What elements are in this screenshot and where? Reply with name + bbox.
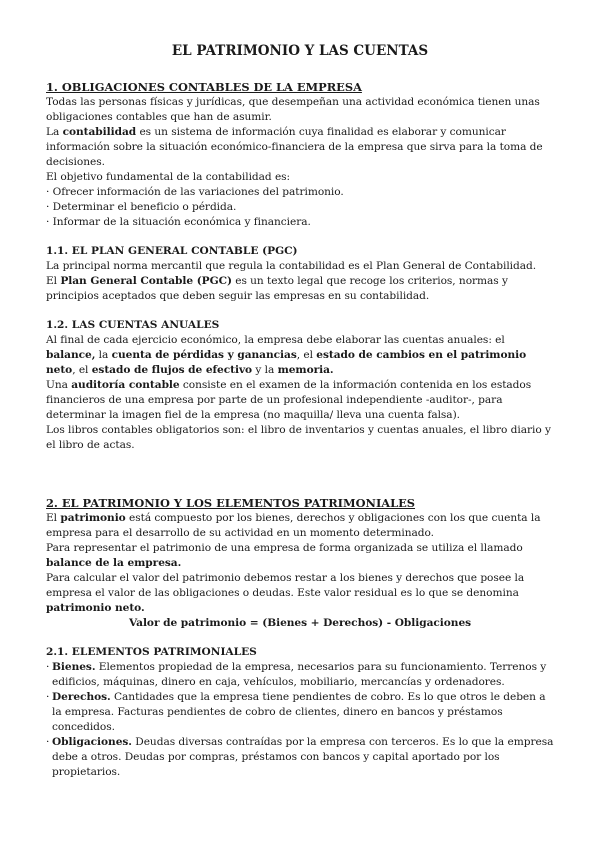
text-run: consiste en el examen de la información contenida en los estados financieros de una empresa por parte de un profesional independiente -auditor-, para determinar la imagen fiel de la empresa (no maquilla/ lleva una cuenta falsa). bbox=[46, 379, 532, 421]
bold-term-patrimonio: patrimonio bbox=[60, 512, 126, 524]
bold-term-patrimonio-neto: patrimonio neto. bbox=[46, 602, 145, 614]
objective-item: · Informar de la situación económica y financiera. bbox=[46, 216, 311, 228]
section-2-paragraph-3 bbox=[46, 571, 554, 616]
text-run: la bbox=[95, 349, 112, 361]
section-1-1-heading: 1.1. EL PLAN GENERAL CONTABLE (PGC) bbox=[46, 245, 298, 257]
text-run: y la bbox=[252, 364, 278, 376]
objective-item: · Ofrecer información de las variaciones del patrimonio. bbox=[46, 186, 344, 198]
text-run: Cantidades que la empresa tiene pendientes de cobro. Es lo que otros le deben a la empresa. Facturas pendientes de cobro de clientes, dinero en bancos y préstamos concedidos. bbox=[52, 691, 546, 733]
bold-term-contabilidad: contabilidad bbox=[62, 126, 137, 138]
section-2-heading: 2. EL PATRIMONIO Y LOS ELEMENTOS PATRIMONIALES bbox=[46, 496, 416, 510]
text-run: La bbox=[46, 126, 63, 138]
bold-term-pyg: cuenta de pérdidas y ganancias bbox=[111, 349, 297, 361]
bold-term-efe: estado de flujos de efectivo bbox=[91, 364, 253, 376]
text-run: Deudas diversas contraídas por la empresa con terceros. Es lo que la empresa debe a otros. Deudas por compras, préstamos con bancos y capital aportado por los propietarios. bbox=[52, 736, 554, 778]
document-title: EL PATRIMONIO Y LAS CUENTAS bbox=[171, 43, 429, 59]
objective-item: · Determinar el beneficio o pérdida. bbox=[46, 201, 237, 213]
text-run: Una bbox=[46, 379, 72, 391]
bullet-mark: · bbox=[46, 736, 50, 748]
text-run: es un sistema de información cuya finalidad es elaborar y comunicar información sobre la situación económico-financiera de la empresa que sirva para la toma de decisiones. bbox=[46, 126, 543, 168]
bold-term-balance-empresa: balance de la empresa. bbox=[46, 557, 182, 569]
section-1-2-paragraph-2 bbox=[46, 378, 554, 423]
section-1-heading: 1. OBLIGACIONES CONTABLES DE LA EMPRESA bbox=[46, 80, 362, 94]
section-2-paragraph-2 bbox=[46, 541, 554, 571]
section-2-1-heading: 2.1. ELEMENTOS PATRIMONIALES bbox=[46, 646, 257, 658]
section-1-paragraph-3: El objetivo fundamental de la contabilidad es: bbox=[46, 171, 291, 183]
list-item-text bbox=[52, 660, 554, 690]
section-1-1-paragraph-1: La principal norma mercantil que regula la contabilidad es el Plan General de Contabilidad. bbox=[46, 260, 537, 272]
section-1-1-paragraph-2 bbox=[46, 274, 554, 304]
bold-term-derechos: Derechos. bbox=[52, 691, 111, 703]
bold-term-balance: balance, bbox=[46, 349, 96, 361]
text-run: es un texto legal que recoge los criterios, normas y principios aceptados que deben seguir las empresas en su contabilidad. bbox=[46, 275, 508, 302]
list-item-text bbox=[52, 690, 554, 735]
section-2-paragraph-1 bbox=[46, 511, 554, 541]
text-run: Para representar el patrimonio de una empresa de forma organizada se utiliza el llamado bbox=[46, 542, 523, 554]
bold-term-pgc: Plan General Contable (PGC) bbox=[60, 275, 232, 287]
bold-term-ecpn: estado de cambios en el patrimonio neto bbox=[46, 349, 527, 376]
list-item-derechos bbox=[46, 690, 554, 735]
text-run: El bbox=[46, 512, 61, 524]
section-1-2-paragraph-3: Los libros contables obligatorios son: el libro de inventarios y cuentas anuales, el libro diario y el libro de actas. bbox=[46, 424, 551, 451]
section-1-2-paragraph-1 bbox=[46, 333, 554, 378]
bold-term-auditoria: auditoría contable bbox=[71, 379, 180, 391]
list-item-bienes bbox=[46, 660, 554, 690]
section-1-2-heading: 1.2. LAS CUENTAS ANUALES bbox=[46, 319, 220, 331]
text-run: Para calcular el valor del patrimonio debemos restar a los bienes y derechos que posee la empresa el valor de las obligaciones o deudas. Este valor residual es lo que se denomina bbox=[46, 572, 525, 599]
section-1-paragraph-2 bbox=[46, 125, 554, 170]
text-run: , el bbox=[72, 364, 92, 376]
bold-term-memoria: memoria. bbox=[277, 364, 334, 376]
list-item-text bbox=[52, 735, 554, 780]
text-run: está compuesto por los bienes, derechos y obligaciones con los que cuenta la empresa para el desarrollo de su actividad en un momento determinado. bbox=[46, 512, 541, 539]
patrimony-formula: Valor de patrimonio = (Bienes + Derechos) - Obligaciones bbox=[128, 617, 472, 629]
bold-term-bienes: Bienes. bbox=[52, 661, 96, 673]
text-run: El bbox=[46, 275, 61, 287]
bold-term-obligaciones: Obligaciones. bbox=[52, 736, 132, 748]
list-item-obligaciones bbox=[46, 735, 554, 780]
text-run: Al final de cada ejercicio económico, la empresa debe elaborar las cuentas anuales: el bbox=[46, 334, 505, 346]
text-run: Elementos propiedad de la empresa, necesarios para su funcionamiento. Terrenos y edificios, máquinas, dinero en caja, vehículos, mobiliario, mercancías y ordenadores. bbox=[52, 661, 547, 688]
bullet-mark: · bbox=[46, 661, 50, 673]
section-1-paragraph-1: Todas las personas físicas y jurídicas, que desempeñan una actividad económica tienen unas obligaciones contables que han de asumir. bbox=[46, 96, 540, 123]
bullet-mark: · bbox=[46, 691, 50, 703]
text-run: , el bbox=[296, 349, 317, 361]
